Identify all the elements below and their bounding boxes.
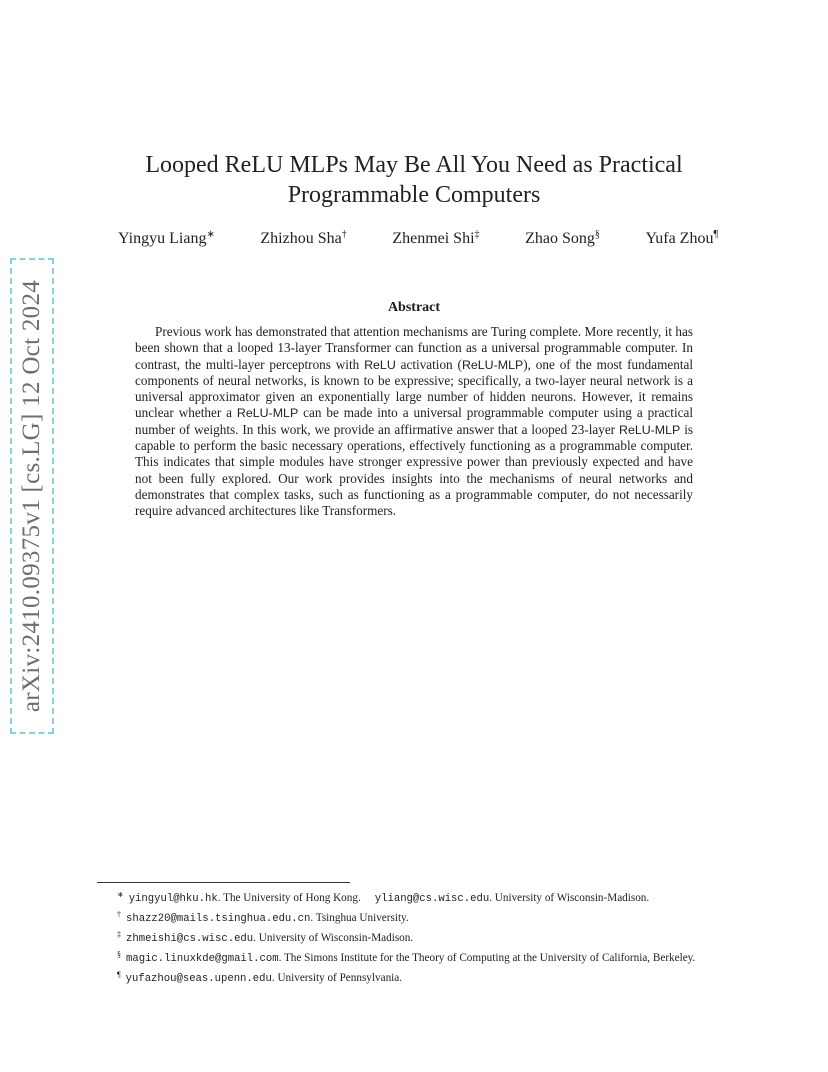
abstract-text: is capable to perform the basic necessary operations, effectively functioning as a programmable computer. This indicates that simple modules have stronger expressive power than previously expected and have not been fully explored. Our work provides insights into the mechanisms of neural networks and demonstrates that complex tasks, such as functioning as a programmable computer, do not necessarily require advanced architectures like Transformers. [135,421,694,519]
sans-term: ReLU [364,357,396,372]
email-link[interactable]: zhmeishi@cs.wisc.edu [126,933,254,946]
sans-term: ReLU-MLP [236,406,299,421]
abstract-text: can be made into a universal programmable computer using a practical number of weights. In this work, we provide an affirmative answer that a looped 23-layer [135,405,693,437]
footnote-mark: ‡ [117,930,121,940]
footnote [97,967,737,987]
footnote-text: . The University of Hong Kong. [217,892,361,904]
email-link[interactable]: magic.linuxkde@gmail.com [126,953,279,966]
footnote-text: . The Simons Institute for the Theory of Computing at the University of California, Berkeley. [278,952,696,965]
sans-term: ReLU-MLP [461,357,524,372]
footnote [97,887,737,907]
footnote [97,927,737,947]
author-list [118,229,718,248]
author [118,229,215,248]
author-mark: § [594,229,600,240]
email-link[interactable]: yufazhou@seas.upenn.edu [125,973,272,986]
author-mark: † [341,229,347,240]
paper-title [100,150,728,210]
arxiv-identifier-stamp [10,258,54,734]
abstract-text: activation ( [395,356,462,372]
author-name: Zhao Song [525,230,595,247]
abstract-text: Previous work has demonstrated that attention mechanisms are Turing complete. More recently, it has been shown that a looped 13-layer Transformer can function as a universal programmable computer. In contrast, the multi-layer perceptrons with [135,324,693,372]
footnote [97,947,737,967]
author-name: Yufa Zhou [645,230,714,247]
author-name: Yingyu Liang [118,230,207,247]
author-name: Zhizhou Sha [260,230,342,247]
author-mark: ¶ [713,229,718,240]
sans-term: ReLU-MLP [619,422,681,437]
footnote-text: . University of Wisconsin-Madison. [489,892,650,904]
footnotes [97,887,737,987]
abstract-body [135,324,693,520]
title-line-1: Looped ReLU MLPs May Be All You Need as Practical [145,152,683,178]
author [392,229,479,248]
footnote-mark: ∗ [117,890,124,899]
author [645,229,718,248]
abstract-heading: Abstract [387,300,441,315]
email-link[interactable]: shazz20@mails.tsinghua.edu.cn [126,913,311,926]
footnote-text: . University of Pennsylvania. [271,972,403,985]
footnote-mark: † [117,910,121,920]
author-mark: ∗ [206,229,215,240]
footnote-text: . Tsinghua University. [310,912,409,925]
email-link[interactable]: yliang@cs.wisc.edu [374,893,490,905]
footnote-text: . University of Wisconsin-Madison. [253,932,414,945]
author-name: Zhenmei Shi [392,230,475,247]
footnote-mark: ¶ [117,970,121,980]
email-link[interactable]: yingyul@hku.hk [128,893,218,905]
footnote-mark: § [117,950,121,960]
title-line-2: Programmable Computers [287,182,541,208]
author [260,229,346,248]
author [525,229,600,248]
footnote [97,907,737,927]
author-mark: ‡ [474,229,480,240]
arxiv-identifier-text: arXiv:2410.09375v1 [cs.LG] 12 Oct 2024 [18,279,46,713]
abstract-text: ), one of the most fundamental components of neural networks, is known to be expressive; specifically, a two-layer neural network is a universal approximator given an exponentially large number of hidden neurons. However, it remains unclear whether a [135,356,694,421]
footnote-rule [97,882,350,883]
